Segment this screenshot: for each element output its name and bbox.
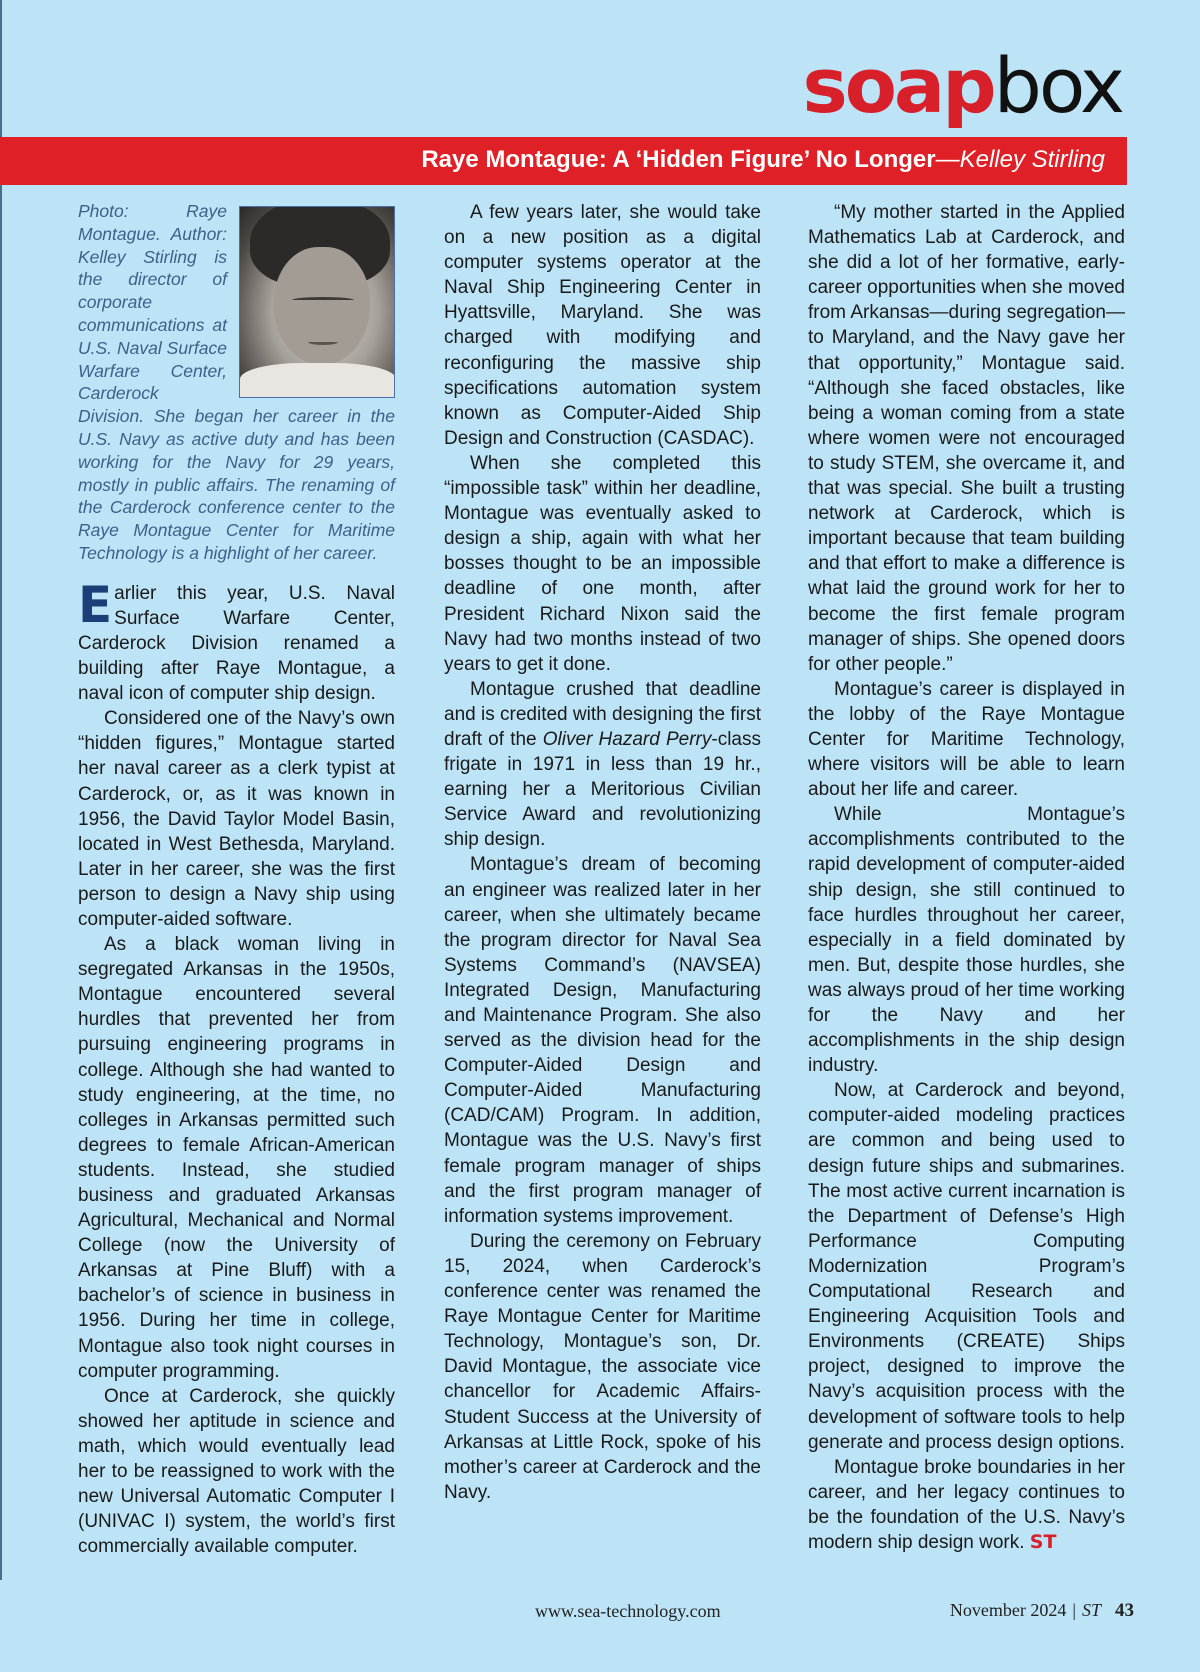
- paragraph-9: During the ceremony on February 15, 2024, when Carderock’s conference center was renamed the Raye Montague Center for Maritime Technology, Montague’s son, Dr. David Montague, the associate vice chancellor for Academic Affairs-Student Success at the University of Arkansas at Little Rock, spoke of his mother’s career at Carderock and the Navy.: [444, 1230, 761, 1503]
- page-number: 43: [1115, 1600, 1134, 1621]
- masthead-box: box: [993, 41, 1122, 130]
- paragraph-6: When she completed this “impossible task” within her deadline, Montague was eventually asked to design a ship, again with what her bosses thought to be an impossible deadline of one month, after President Richard Nixon said the Navy had two months instead of two years to get it done.: [444, 452, 761, 675]
- column-3: [808, 200, 1125, 1555]
- paragraph-4: Once at Carderock, she quickly showed her aptitude in science and math, which would eventually lead her to be reassigned to work with the new Universal Automatic Computer I (UNIVAC I) system, the world’s first commercially available computer.: [78, 1385, 395, 1558]
- column-1: [78, 200, 395, 1559]
- footer-separator: |: [1072, 1600, 1076, 1620]
- paragraph-13: Now, at Carderock and beyond, computer-aided modeling practices are common and being used to design future ships and submarines. The most active current incarnation is the Department of Defense’s High Performance Computing Modernization Program’s Computational Research and Engineering Acquisition Tools and Environments (CREATE) Ships project, designed to improve the Navy’s acquisition process with the development of software tools to help generate and process design options.: [808, 1080, 1125, 1453]
- paragraph-12: While Montague’s accomplishments contributed to the rapid development of computer-aided ship design, she still continued to face hurdles throughout her career, especially in a field dominated by men. But, despite those hurdles, she was always proud of her time working for the Navy and her accomplishments in the ship design industry.: [808, 804, 1125, 1077]
- paragraph-14-text: Montague broke boundaries in her career, and her legacy continues to be the foundation of the U.S. Navy’s modern ship design work.: [808, 1456, 1125, 1553]
- photo-caption: Photo: Raye Montague. Author: Kelley Stirling is the director of corporate communications at U.S. Naval Surface Warfare Center, Carderock Division. She began her career in the U.S. Navy as active duty and has been working for the Navy for 29 years, mostly in public affairs. The renaming of the Carderock conference center to the Raye Montague Center for Maritime Technology is a highlight of her career.: [78, 201, 395, 563]
- end-mark: ST: [1029, 1530, 1057, 1553]
- paragraph-7-text-a: Montague crushed that deadline and is credited with designing the first draft of the: [444, 678, 761, 750]
- soapbox-masthead: [802, 41, 1122, 130]
- drop-cap: E: [78, 575, 113, 634]
- paragraph-5: A few years later, she would take on a new position as a digital computer systems operator at the Naval Ship Engineering Center in Hyattsville, Maryland. She was charged with modifying and reconfiguring the massive ship specifications automation system known as Computer-Aided Ship Design and Construction (CASDAC).: [444, 202, 761, 449]
- paragraph-11: Montague’s career is displayed in the lobby of the Raye Montague Center for Maritime Technology, where visitors will be able to learn about her life and career.: [808, 678, 1125, 801]
- masthead-soap: soap: [802, 41, 994, 130]
- footer-folio: [950, 1600, 1134, 1622]
- paragraph-7: [444, 677, 761, 853]
- headline: Raye Montague: A ‘Hidden Figure’ No Longer: [421, 146, 936, 173]
- paragraph-14: [808, 1455, 1125, 1555]
- paragraph-3: As a black woman living in segregated Arkansas in the 1950s, Montague encountered several hurdles that prevented her from pursuing engineering programs in college. Although she had wanted to study engineering, at the time, no colleges in Arkansas permitted such degrees to female African-American students. Instead, she studied business and graduated Arkansas Agricultural, Mechanical and Normal College (now the University of Arkansas at Pine Bluff) with a bachelor’s of science in business in 1956. During her time in college, Montague also took night courses in computer programming.: [78, 934, 395, 1382]
- byline: —Kelley Stirling: [935, 146, 1105, 173]
- ship-class-name: Oliver Hazard Perry: [542, 728, 712, 750]
- paragraph-7-text-b: -class frigate in 1971 in less than 19 hr., earning her a Meritorious Civilian Service Award and revolutionizing ship design.: [444, 728, 761, 851]
- footer-date: November 2024: [949, 1600, 1067, 1620]
- paragraph-8: Montague’s dream of becoming an engineer was realized later in her career, when she ultimately became the program director for Naval Sea Systems Command’s (NAVSEA) Integrated Design, Manufacturing and Maintenance Program. She also served as the division head for the Computer-Aided Design and Computer-Aided Manufacturing (CAD/CAM) Program. In addition, Montague was the U.S. Navy’s first female program manager of ships and the first program manager of information systems improvement.: [444, 854, 761, 1227]
- paragraph-1-text: arlier this year, U.S. Naval Surface Warfare Center, Carderock Division renamed a building after Raye Montague, a naval icon of computer ship design.: [78, 582, 395, 705]
- page-edge-rule: [0, 0, 2, 1580]
- paragraph-1: [78, 575, 395, 706]
- author-photo: [239, 206, 395, 398]
- footer-magazine: ST: [1081, 1600, 1101, 1620]
- paragraph-2: Considered one of the Navy’s own “hidden figures,” Montague started her naval career as a clerk typist at Carderock, or, as it was known in 1956, the David Taylor Model Basin, located in West Bethesda, Maryland. Later in her career, she was the first person to design a Navy ship using computer-aided software.: [78, 708, 395, 930]
- column-2: [444, 200, 761, 1505]
- article-title: [421, 146, 1105, 174]
- paragraph-10: “My mother started in the Applied Mathematics Lab at Carderock, and she did a lot of her formative, early-career opportunities when she moved from Arkansas—during segregation—to Maryland, and the Navy gave her that opportunity,” Montague said. “Although she faced obstacles, like being a woman coming from a state where women were not encouraged to study STEM, she overcame it, and that was special. She built a trusting network at Carderock, which is important because that team building and that effort to make a difference is what laid the ground work for her to become the first female program manager of ships. She opened doors for other people.”: [808, 202, 1125, 675]
- footer-url: www.sea-technology.com: [535, 1601, 721, 1621]
